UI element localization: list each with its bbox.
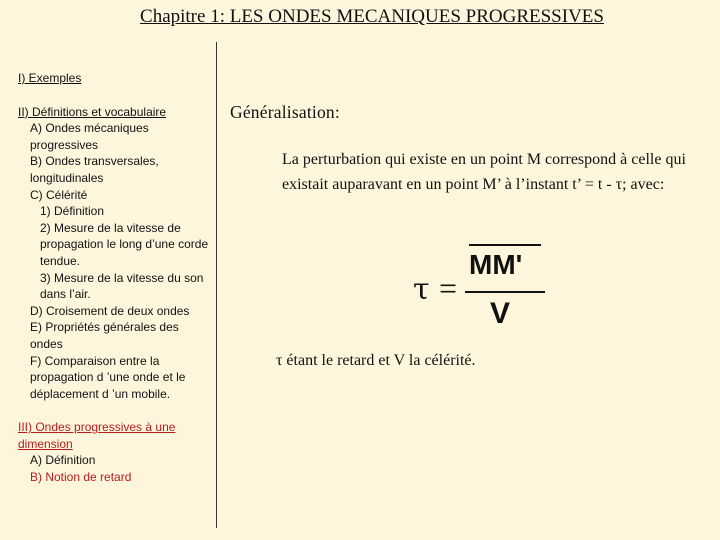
outline-item-2c1[interactable]: 1) Définition	[40, 204, 105, 219]
outline-item-2c[interactable]: C) Célérité	[30, 187, 88, 202]
delay-formula	[413, 241, 563, 337]
outline-item-2f[interactable]: F) Comparaison entre la propagation d ’une onde et le déplacement d ’un mobile.	[30, 353, 186, 401]
outline-section-2[interactable]: II) Définitions et vocabulaire	[18, 104, 167, 119]
vertical-divider	[216, 42, 217, 528]
formula-caption: τ étant le retard et V la célérité.	[276, 352, 476, 369]
outline-item-2b[interactable]: B) Ondes transversales, longitudinales	[30, 154, 159, 185]
fraction-bar	[465, 291, 545, 293]
slide-title: Chapitre 1: LES ONDES MECANIQUES PROGRESSIVES	[140, 6, 604, 27]
outline-item-3b[interactable]: B) Notion de retard	[30, 470, 132, 485]
main-heading: Généralisation:	[230, 102, 340, 122]
outline-item-2d[interactable]: D) Croisement de deux ondes	[30, 303, 190, 318]
outline-item-2e[interactable]: E) Propriétés générales des ondes	[30, 320, 179, 351]
outline-item-3a[interactable]: A) Définition	[30, 453, 96, 468]
overline-bar	[469, 244, 541, 246]
outline-section-3[interactable]: III) Ondes progressives à une dimension	[18, 420, 176, 451]
outline-item-2c2[interactable]: 2) Mesure de la vitesse de propagation le long d’une corde tendue.	[40, 220, 209, 268]
equals-sign: =	[439, 270, 458, 306]
outline-section-1[interactable]: I) Exemples	[18, 71, 82, 85]
formula-denominator: V	[490, 297, 511, 330]
outline-item-2c3[interactable]: 3) Mesure de la vitesse du son dans l’air.	[40, 270, 204, 302]
tau-symbol: τ	[413, 272, 430, 307]
definition-paragraph: La perturbation qui existe en un point M correspond à celle qui existait auparavant en un point M’ à l’instant t’ = t - τ; avec:	[282, 151, 686, 193]
outline-sidebar	[18, 70, 214, 486]
formula-numerator: MM'	[469, 249, 523, 280]
outline-item-2a[interactable]: A) Ondes mécaniques progressives	[30, 121, 149, 152]
